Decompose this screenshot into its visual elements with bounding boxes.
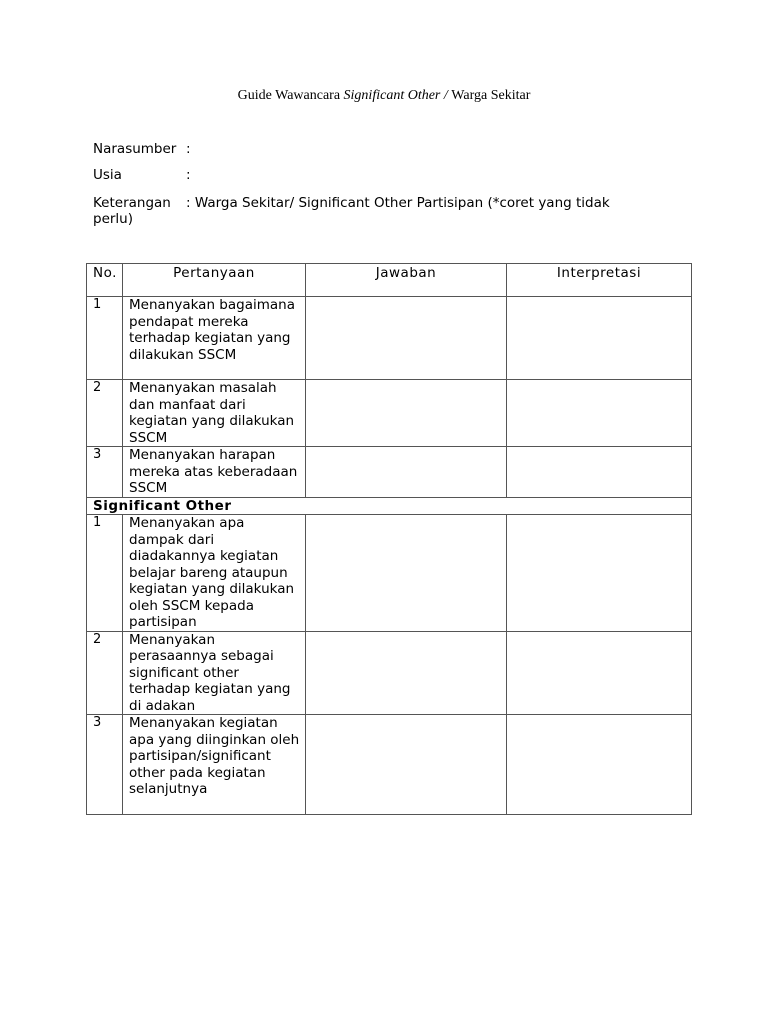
title-prefix: Guide Wawancara [237, 88, 344, 103]
interpretation-cell[interactable] [507, 715, 692, 815]
field-usia [93, 167, 191, 183]
interpretation-cell[interactable] [507, 447, 692, 498]
row-number: 1 [87, 297, 123, 380]
header-pertanyaan: Pertanyaan [123, 264, 306, 297]
table-row [87, 380, 692, 447]
field-narasumber [93, 141, 191, 157]
question-cell: Menanyakan bagaimana pendapat mereka terhadap kegiatan yang dilakukan SSCM [123, 297, 306, 380]
narasumber-label: Narasumber [93, 141, 177, 157]
title-suffix: Warga Sekitar [451, 88, 531, 103]
table-row [87, 631, 692, 715]
row-number: 3 [87, 447, 123, 498]
answer-cell[interactable] [306, 447, 507, 498]
interpretation-cell[interactable] [507, 515, 692, 632]
row-number: 2 [87, 380, 123, 447]
interview-table [86, 263, 692, 815]
answer-cell[interactable] [306, 631, 507, 715]
question-cell: Menanyakan apa dampak dari diadakannya kegiatan belajar bareng ataupun kegiatan yang dilakukan oleh SSCM kepada partisipan [123, 515, 306, 632]
question-cell: Menanyakan perasaannya sebagai significant other terhadap kegiatan yang di adakan [123, 631, 306, 715]
interpretation-cell[interactable] [507, 380, 692, 447]
row-number: 3 [87, 715, 123, 815]
keterangan-label: Keterangan [93, 195, 171, 211]
interpretation-cell[interactable] [507, 631, 692, 715]
section-label: Significant Other [87, 497, 692, 515]
usia-label: Usia [93, 167, 122, 183]
table-row [87, 515, 692, 632]
question-cell: Menanyakan masalah dan manfaat dari kegiatan yang dilakukan SSCM [123, 380, 306, 447]
document-title [0, 87, 768, 105]
title-italic: Significant Other / [343, 88, 452, 103]
row-number: 1 [87, 515, 123, 632]
table-row [87, 715, 692, 815]
table-row [87, 447, 692, 498]
narasumber-value: : [186, 141, 191, 157]
table-header-row [87, 264, 692, 297]
question-cell: Menanyakan harapan mereka atas keberadaan SSCM [123, 447, 306, 498]
table-row [87, 297, 692, 380]
header-jawaban: Jawaban [306, 264, 507, 297]
row-number: 2 [87, 631, 123, 715]
answer-cell[interactable] [306, 515, 507, 632]
answer-cell[interactable] [306, 297, 507, 380]
header-no: No. [87, 264, 123, 297]
question-cell: Menanyakan kegiatan apa yang diinginkan oleh partisipan/significant other pada kegiatan selanjutnya [123, 715, 306, 815]
answer-cell[interactable] [306, 380, 507, 447]
answer-cell[interactable] [306, 715, 507, 815]
section-row-significant-other [87, 497, 692, 515]
keterangan-value: : Warga Sekitar/ Significant Other Partisipan (*coret yang tidak perlu) [93, 195, 610, 227]
interpretation-cell[interactable] [507, 297, 692, 380]
field-keterangan [93, 195, 653, 227]
header-interpretasi: Interpretasi [507, 264, 692, 297]
usia-value: : [186, 167, 191, 183]
